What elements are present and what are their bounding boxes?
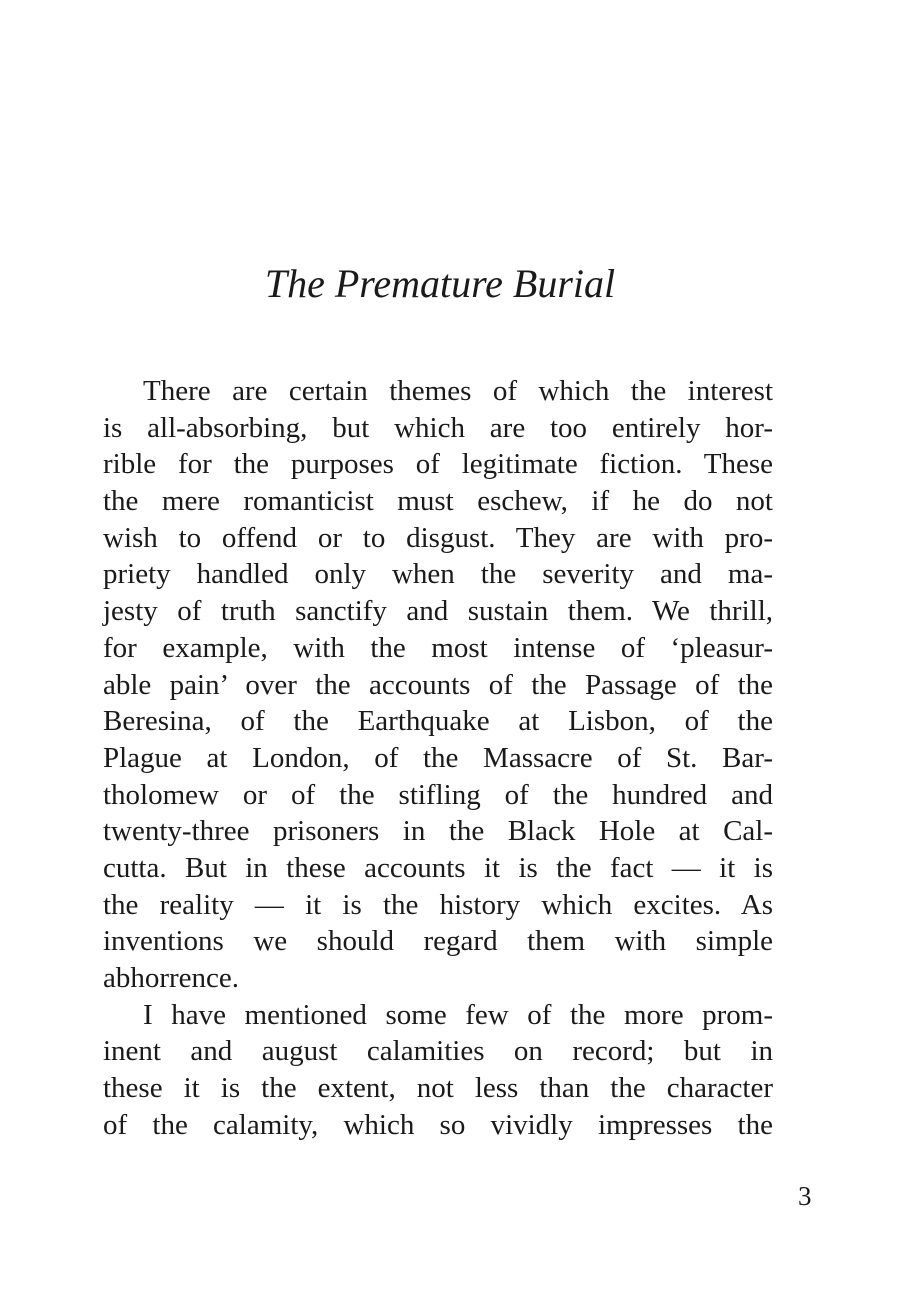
chapter-title: The Premature Burial bbox=[264, 261, 616, 306]
text-line: rible for the purposes of legitimate fiction. These bbox=[103, 448, 773, 481]
text-line: of the calamity, which so vividly impresses the bbox=[103, 1108, 773, 1141]
body-text bbox=[103, 373, 773, 1143]
paragraph bbox=[103, 373, 773, 997]
paragraph bbox=[103, 997, 773, 1144]
text-line: priety handled only when the severity and ma- bbox=[103, 558, 773, 591]
text-line: cutta. But in these accounts it is the fact — it is bbox=[103, 851, 773, 884]
text-line: Plague at London, of the Massacre of St. Bar- bbox=[103, 741, 773, 774]
text-line: inventions we should regard them with simple bbox=[103, 925, 773, 958]
text-line: for example, with the most intense of ‘pleasur- bbox=[103, 631, 773, 664]
text-line: is all-absorbing, but which are too entirely hor- bbox=[103, 411, 773, 444]
text-line: inent and august calamities on record; but in bbox=[103, 1035, 773, 1068]
text-line: the mere romanticist must eschew, if he do not bbox=[103, 485, 773, 518]
text-line: twenty-three prisoners in the Black Hole at Cal- bbox=[103, 815, 773, 848]
text-line: abhorrence. bbox=[103, 962, 240, 994]
text-line: able pain’ over the accounts of the Passage of the bbox=[103, 668, 773, 701]
page-number: 3 bbox=[798, 1181, 812, 1211]
text-line: these it is the extent, not less than the character bbox=[103, 1072, 773, 1105]
text-line: wish to offend or to disgust. They are with pro- bbox=[103, 521, 773, 554]
text-line: I have mentioned some few of the more prom- bbox=[143, 998, 773, 1031]
text-line: Beresina, of the Earthquake at Lisbon, of the bbox=[103, 705, 773, 738]
text-line: the reality — it is the history which excites. As bbox=[103, 888, 773, 921]
text-line: There are certain themes of which the interest bbox=[143, 375, 773, 407]
text-line: jesty of truth sanctify and sustain them. We thrill, bbox=[103, 595, 773, 628]
text-line: tholomew or of the stifling of the hundred and bbox=[103, 778, 773, 811]
